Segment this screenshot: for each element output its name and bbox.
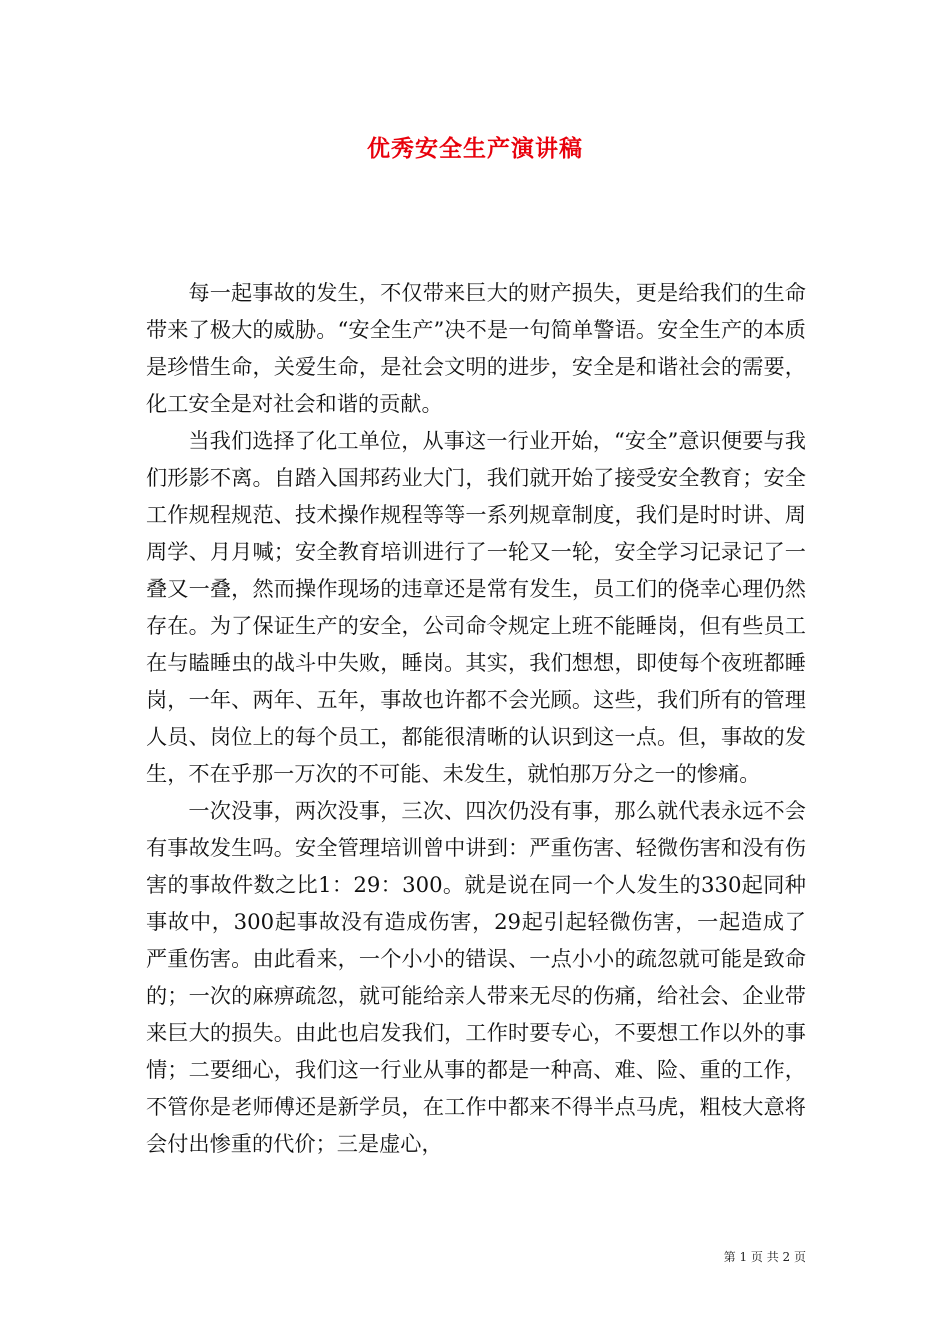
document-title: 优秀安全生产演讲稿 <box>367 135 583 162</box>
page-number-footer: 第 1 页 共 2 页 <box>723 1250 806 1264</box>
paragraph-1: 每一起事故的发生，不仅带来巨大的财产损失，更是给我们的生命带来了极大的威胁。“安全生产”决不是一句简单警语。安全生产的本质是珍惜生命，关爱生命，是社会文明的进步，安全是和谐社会的需要，化工安全是对社会和谐的贡献。 <box>146 280 806 416</box>
paragraph-3: 一次没事，两次没事，三次、四次仍没有事，那么就代表永远不会有事故发生吗。安全管理培训曾中讲到：严重伤害、轻微伤害和没有伤害的事故件数之比1：29：300。就是说在同一个人发生的330起同种事故中，300起事故没有造成伤害，29起引起轻微伤害，一起造成了严重伤害。由此看来，一个小小的错误、一点小小的疏忽就可能是致命的；一次的麻痹疏忽，就可能给亲人带来无尽的伤痛，给社会、企业带来巨大的损失。由此也启发我们，工作时要专心，不要想工作以外的事情；二要细心，我们这一行业从事的都是一种高、难、险、重的工作，不管你是老师傅还是新学员，在工作中都来不得半点马虎，粗枝大意将会付出惨重的代价；三是虚心， <box>146 798 806 1156</box>
document-body <box>146 274 806 1162</box>
paragraph-2: 当我们选择了化工单位，从事这一行业开始，“安全”意识便要与我们形影不离。自踏入国邦药业大门，我们就开始了接受安全教育；安全工作规程规范、技术操作规程等等一系列规章制度，我们是时时讲、周周学、月月喊；安全教育培训进行了一轮又一轮，安全学习记录记了一叠又一叠，然而操作现场的违章还是常有发生，员工们的侥幸心理仍然存在。为了保证生产的安全，公司命令规定上班不能睡岗，但有些员工在与瞌睡虫的战斗中失败，睡岗。其实，我们想想，即使每个夜班都睡岗，一年、两年、五年，事故也许都不会光顾。这些，我们所有的管理人员、岗位上的每个员工，都能很清晰的认识到这一点。但，事故的发生，不在乎那一万次的不可能、未发生，就怕那万分之一的惨痛。 <box>146 428 806 786</box>
